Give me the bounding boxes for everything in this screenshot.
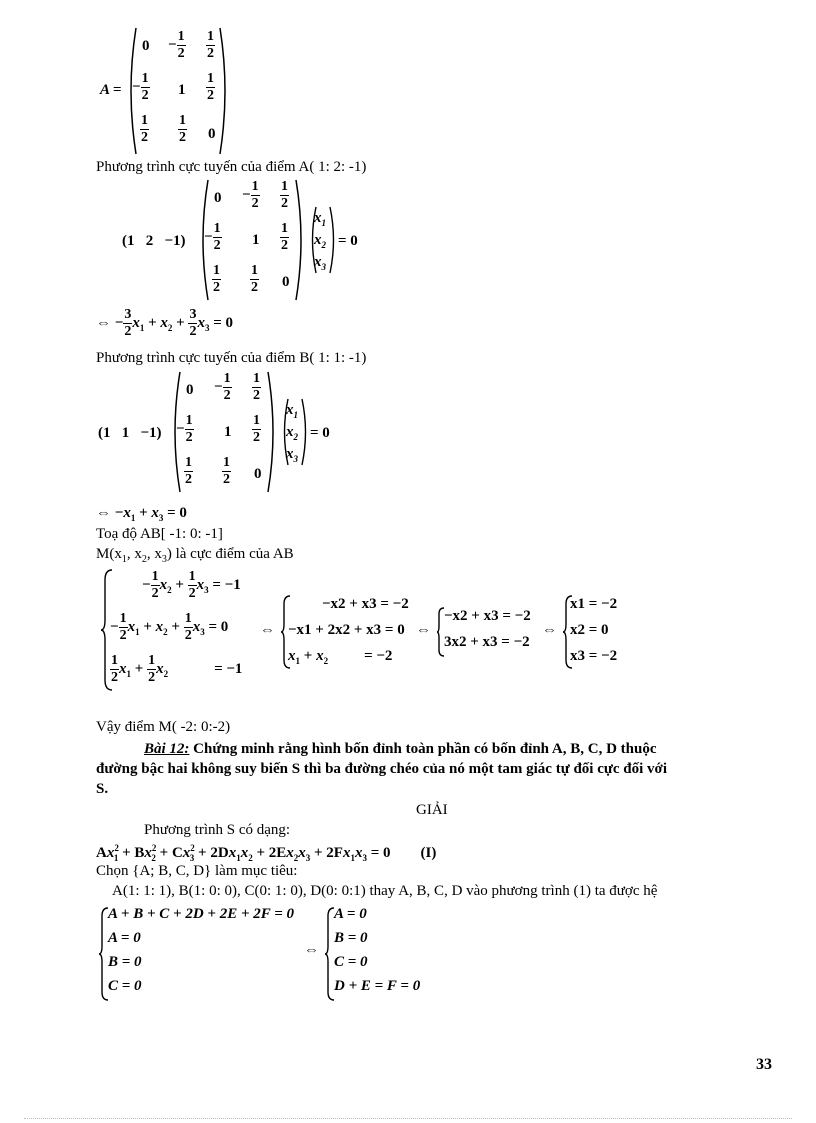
right-paren	[294, 178, 308, 302]
row-vector: (1 2 −1)	[122, 233, 186, 249]
system-eq: x2 = 0	[570, 622, 609, 638]
matrix-cell: 1	[252, 232, 260, 248]
right-paren	[300, 397, 310, 467]
system-eq: C = 0	[334, 954, 368, 970]
matrix-cell: − $\frac{1}{2}$	[176, 413, 193, 445]
matrix-cell: − $\frac{1}{2}$	[242, 179, 259, 211]
vector-cell: $x_1$	[314, 210, 326, 228]
vector-cell: $x_2$	[286, 424, 298, 442]
polar-B-equation	[96, 370, 356, 494]
system-eq: C = 0	[108, 978, 142, 994]
matrix-cell: 0	[208, 126, 216, 142]
equation-S: $Ax^2_1 + Bx^2_2 + Cx^2_3 + 2Dx_1x_2 + 2Ex_2x_3 + 2Fx_1x_3 = 0$ (I)	[96, 843, 437, 863]
equals-zero: = 0	[310, 425, 330, 441]
matrix-cell: $\frac{1}{2}$	[251, 263, 258, 295]
matrix-cell: − $\frac{1}{2}$	[168, 29, 185, 61]
problem-text: đường bậc hai không suy biến S thì ba đường chéo của nó một tam giác tự đối cực đối với	[96, 761, 668, 777]
polar-A-result: ⇔ − $\frac{3}{2}$ $x_1 + x_2$ + $\frac{3}{2}$ $x_3 = 0$	[96, 307, 233, 339]
system-eq: x3 = −2	[570, 648, 618, 664]
polar-B-heading: Phương trình cực tuyến của điểm B( 1: 1: -1)	[96, 350, 367, 366]
matrix-cell: − $\frac{1}{2}$	[132, 71, 149, 103]
matrix-cell: 0	[214, 190, 222, 206]
right-paren	[328, 205, 338, 275]
system-eq: D + E = F = 0	[334, 978, 421, 994]
footer-divider	[24, 1118, 792, 1119]
system-eq: B = 0	[334, 930, 368, 946]
problem-text: Chứng minh rằng hình bốn đỉnh toàn phần có bốn đỉnh A, B, C, D thuộc	[189, 741, 657, 757]
matrix-cell: $\frac{1}{2}$	[253, 371, 260, 403]
page-number: 33	[756, 1056, 772, 1073]
system-eq: −x2 + x3 = −2	[444, 608, 531, 624]
system-2	[96, 904, 456, 1004]
system-eq: A + B + C + 2D + 2E + 2F = 0	[108, 906, 295, 922]
matrix-cell: $\frac{1}{2}$	[281, 179, 288, 211]
system-eq: −x1 + 2x2 + x3 = 0	[288, 622, 405, 638]
system-eq: x1 = −2	[570, 596, 618, 612]
matrix-cell: 1	[178, 82, 186, 98]
right-paren	[218, 26, 232, 156]
vector-cell: $x_1$	[286, 402, 298, 420]
equiv-symbol: ⇔	[260, 622, 275, 638]
row-vector: (1 1 −1)	[98, 425, 162, 441]
vertex-coordinates: A(1: 1: 1), B(1: 0: 0), C(0: 1: 0), D(0: 0:1) thay A, B, C, D vào phương trình (1) ta được hệ	[112, 883, 658, 899]
problem-12	[96, 739, 736, 799]
matrix-cell: $\frac{1}{2}$	[253, 413, 260, 445]
system-eq: $\frac{1}{2}$ $x_1$ + $\frac{1}{2}$ $x_2 = -1$	[111, 653, 243, 685]
system-eq: 3x2 + x3 = −2	[444, 634, 530, 650]
matrix-A-label: A =	[100, 82, 122, 98]
system-eq: B = 0	[108, 954, 142, 970]
right-paren	[266, 370, 280, 494]
system-eq: A = 0	[108, 930, 141, 946]
solution-heading: GIẢI	[416, 802, 448, 818]
equation-S-intro: Phương trình S có dạng:	[144, 822, 291, 838]
coordinates-AB: Toạ độ AB[ -1: 0: -1]	[96, 526, 223, 542]
system-eq: − $\frac{1}{2}$ $x_2$ + $\frac{1}{2}$ $x_3 = -1$	[142, 569, 241, 601]
equiv-symbol: ⇔	[542, 622, 557, 638]
matrix-cell: 1	[224, 424, 232, 440]
matrix-cell: 0	[142, 38, 150, 54]
vector-cell: $x_3$	[286, 446, 298, 464]
vector-cell: $x_3$	[314, 254, 326, 272]
matrix-cell: $\frac{1}{2}$	[141, 113, 148, 145]
matrix-cell: − $\frac{1}{2}$	[204, 221, 221, 253]
polar-B-result: ⇔ $-x_1 + x_3 = 0$	[96, 505, 187, 523]
system-eq: A = 0	[334, 906, 367, 922]
matrix-cell: $\frac{1}{2}$	[185, 455, 192, 487]
system-1	[96, 566, 736, 696]
problem-text: S.	[96, 781, 109, 797]
matrix-cell: $\frac{1}{2}$	[207, 29, 214, 61]
problem-label: Bài 12:	[144, 741, 190, 757]
frame-choice: Chọn {A; B, C, D} làm mục tiêu:	[96, 863, 298, 879]
equiv-symbol: ⇔	[304, 942, 319, 958]
M-polar-point-line: $M(x_1$, $x_2$, $x_3$) là cực điểm của AB	[96, 546, 294, 565]
conclusion-M: Vậy điểm M( -2: 0:-2)	[96, 719, 231, 735]
matrix-cell: $\frac{1}{2}$	[179, 113, 186, 145]
matrix-cell: $\frac{1}{2}$	[207, 71, 214, 103]
equiv-symbol: ⇔	[416, 622, 431, 638]
matrix-A-block	[96, 26, 236, 156]
vector-cell: $x_2$	[314, 232, 326, 250]
matrix-cell: 0	[282, 274, 290, 290]
system-eq: − $\frac{1}{2}$ $x_1 + x_2$ + $\frac{1}{2}$ $x_3 = 0$	[110, 611, 229, 643]
polar-A-equation	[116, 178, 376, 302]
matrix-cell: $\frac{1}{2}$	[281, 221, 288, 253]
equals-zero: = 0	[338, 233, 358, 249]
matrix-cell: 0	[254, 466, 262, 482]
polar-A-heading: Phương trình cực tuyến của điểm A( 1: 2: -1)	[96, 159, 367, 175]
system-eq: $x_1 + x_2 = -2$	[288, 648, 393, 666]
matrix-cell: $\frac{1}{2}$	[223, 455, 230, 487]
system-eq: −x2 + x3 = −2	[322, 596, 409, 612]
matrix-cell: 0	[186, 382, 194, 398]
matrix-cell: − $\frac{1}{2}$	[214, 371, 231, 403]
matrix-cell: $\frac{1}{2}$	[213, 263, 220, 295]
